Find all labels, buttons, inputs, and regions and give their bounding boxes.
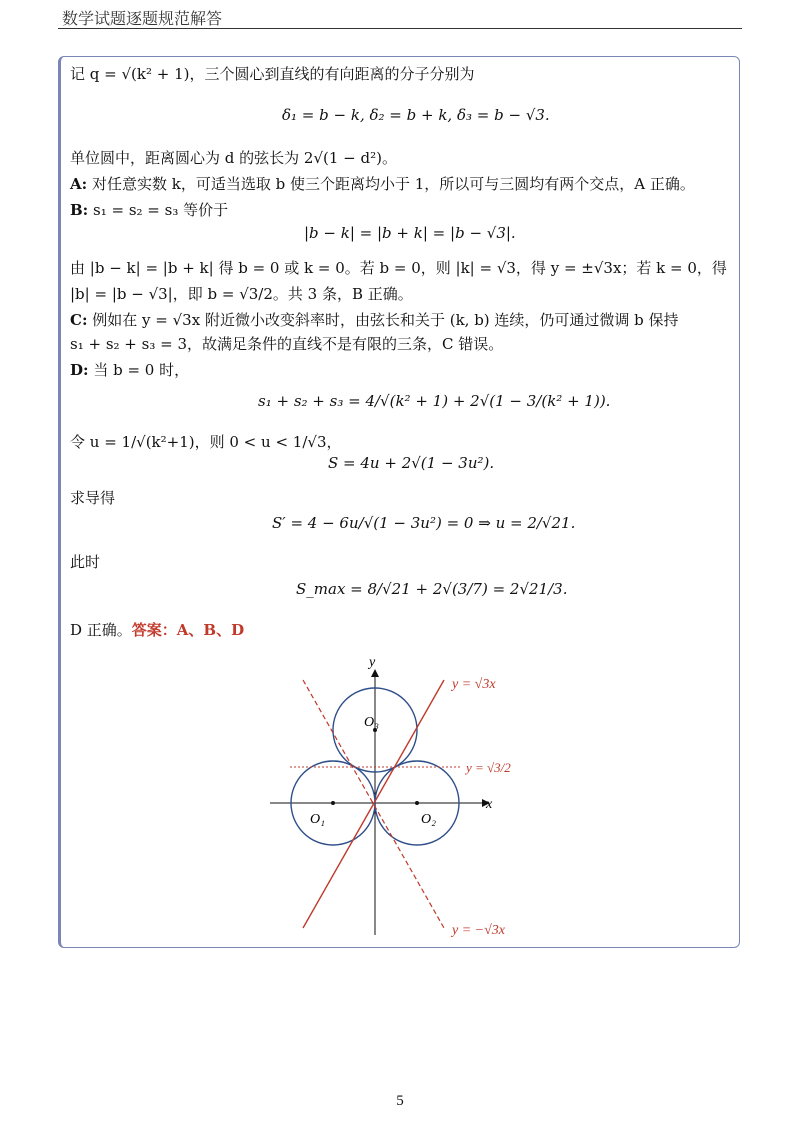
- label-o2: O₂: [421, 812, 436, 827]
- header-title: 数学试题逐题规范解答: [62, 9, 223, 28]
- label-o1: O₁: [310, 812, 325, 827]
- derivative-label: 求导得: [70, 489, 116, 507]
- option-d-text: 当 b = 0 时，: [93, 361, 190, 379]
- option-d-label: D:: [70, 361, 89, 379]
- option-b-text: s₁ = s₂ = s₃ 等价于: [93, 201, 229, 219]
- equation-s: S = 4u + 2√(1 − 3u²).: [328, 454, 495, 472]
- option-a-text: 对任意实数 k，可适当选取 b 使三个距离均小于 1，所以可与三圆均有两个交点，A 正确。: [91, 175, 695, 193]
- option-b-line2: |b| = |b − √3|，即 b = √3/2。共 3 条，B 正确。: [70, 285, 413, 303]
- center-o2: [415, 801, 419, 805]
- equation-b: |b − k| = |b + k| = |b − √3|.: [304, 224, 516, 242]
- option-d: [70, 360, 189, 380]
- page-number: 5: [396, 1093, 404, 1109]
- x-axis-label: x: [486, 797, 493, 812]
- option-a: [70, 174, 695, 194]
- option-b-label: B:: [70, 201, 89, 219]
- substitution-text: 令 u = 1/√(k²+1)，则 0 < u < 1/√3，: [70, 433, 342, 451]
- y-axis-arrow: [371, 669, 379, 677]
- label-line-positive: y = √3x: [452, 677, 496, 692]
- answer-text: 答案：A、B、D: [131, 621, 245, 639]
- center-o1: [331, 801, 335, 805]
- label-line-horizontal: y = √3/2: [466, 760, 511, 775]
- final-prefix: D 正确。: [70, 621, 132, 639]
- option-b: [70, 200, 228, 220]
- geometry-figure: [260, 650, 550, 945]
- option-c-label: C:: [70, 311, 88, 329]
- equation-derivative: S′ = 4 − 6u/√(1 − 3u²) = 0 ⇒ u = 2/√21.: [272, 514, 576, 532]
- option-c-line2: s₁ + s₂ + s₃ = 3，故满足条件的直线不是有限的三条，C 错误。: [70, 335, 504, 353]
- then-label: 此时: [70, 553, 101, 571]
- option-a-label: A:: [70, 175, 88, 193]
- option-c-line1: 例如在 y = √3x 附近微小改变斜率时，由弦长和关于 (k, b) 连续，仍可通过微调 b 保持: [92, 311, 679, 329]
- equation-max: S_max = 8/√21 + 2√(3/7) = 2√21/3.: [296, 580, 568, 598]
- label-line-negative: y = −√3x: [452, 923, 506, 938]
- option-c: [70, 310, 679, 330]
- header-rule: [58, 28, 742, 29]
- final-answer: [70, 620, 244, 640]
- option-b-line1: 由 |b − k| = |b + k| 得 b = 0 或 k = 0。若 b = 0，则 |k| = √3，得 y = ±√3x；若 k = 0，得: [70, 259, 727, 277]
- chord-text: 单位圆中，距离圆心为 d 的弦长为 2√(1 − d²)。: [70, 149, 397, 167]
- equation-d: s₁ + s₂ + s₃ = 4/√(k² + 1) + 2√(1 − 3/(k² + 1)).: [258, 392, 611, 410]
- label-o3: O₃: [364, 715, 379, 730]
- intro-text: 记 q = √(k² + 1)，三个圆心到直线的有向距离的分子分别为: [70, 65, 475, 83]
- equation-deltas: δ₁ = b − k, δ₂ = b + k, δ₃ = b − √3.: [282, 106, 550, 124]
- y-axis-label: y: [369, 655, 376, 670]
